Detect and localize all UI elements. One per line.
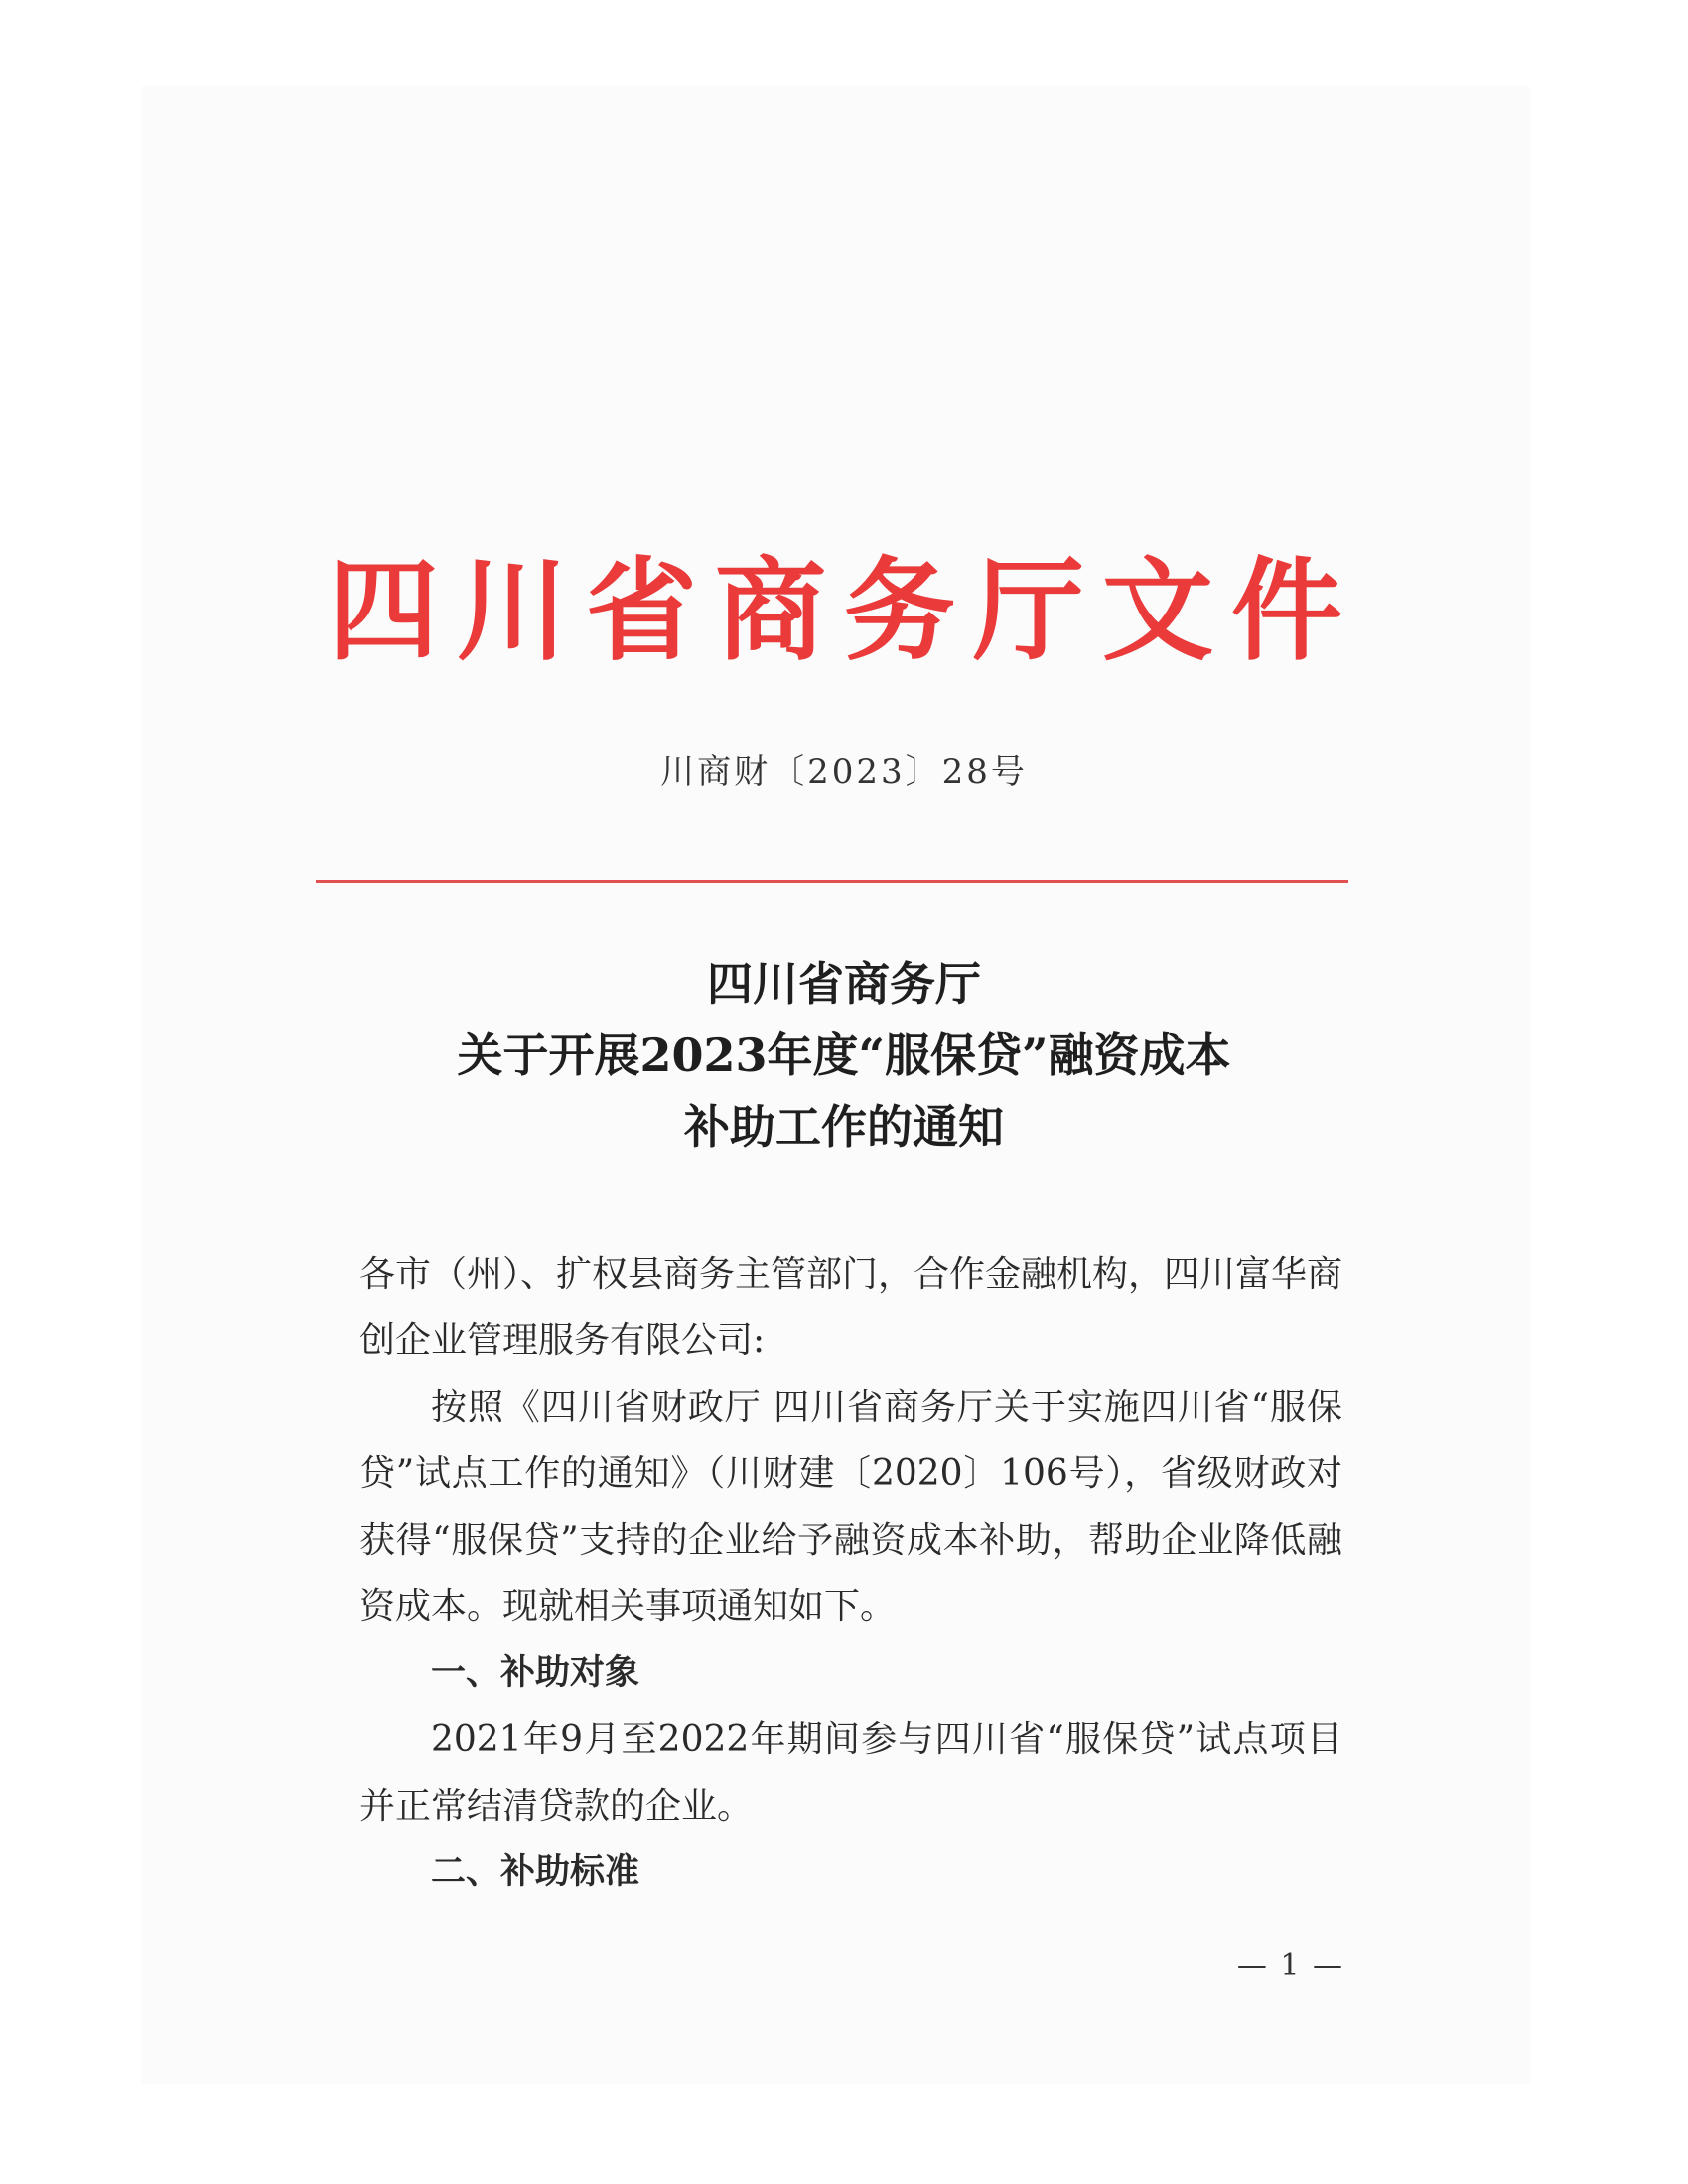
issuer-title: 四川省商务厅文件 <box>328 547 1360 676</box>
title-line-2: 关于开展2023年度“服保贷”融资成本 <box>457 1028 1231 1082</box>
notice-title <box>0 948 1688 1162</box>
title-line-1: 四川省商务厅 <box>707 957 981 1011</box>
intro-paragraph: 按照《四川省财政厅 四川省商务厅关于实施四川省“服保贷”试点工作的通知》（川财建〔2020〕106号），省级财政对获得“服保贷”支持的企业给予融资成本补助，帮助企业降低融资成本。现就相关事项通知如下。 <box>359 1387 1342 1627</box>
title-line-3: 补助工作的通知 <box>684 1100 1004 1154</box>
red-divider-line <box>316 880 1348 883</box>
recipients-paragraph: 各市（州）、扩权县商务主管部门，合作金融机构，四川富华商创企业管理服务有限公司: <box>359 1254 1343 1361</box>
subsidy-target-paragraph: 2021年9月至2022年期间参与四川省“服保贷”试点项目并正常结清贷款的企业。 <box>359 1719 1342 1827</box>
notice-body <box>359 1241 1342 1906</box>
page-number: — 1 — <box>1236 1948 1344 1982</box>
section-heading-subsidy-standard: 二、补助标准 <box>431 1852 640 1892</box>
section-heading-subsidy-target: 一、补助对象 <box>431 1653 640 1693</box>
document-number: 川商财〔2023〕28号 <box>660 752 1028 792</box>
